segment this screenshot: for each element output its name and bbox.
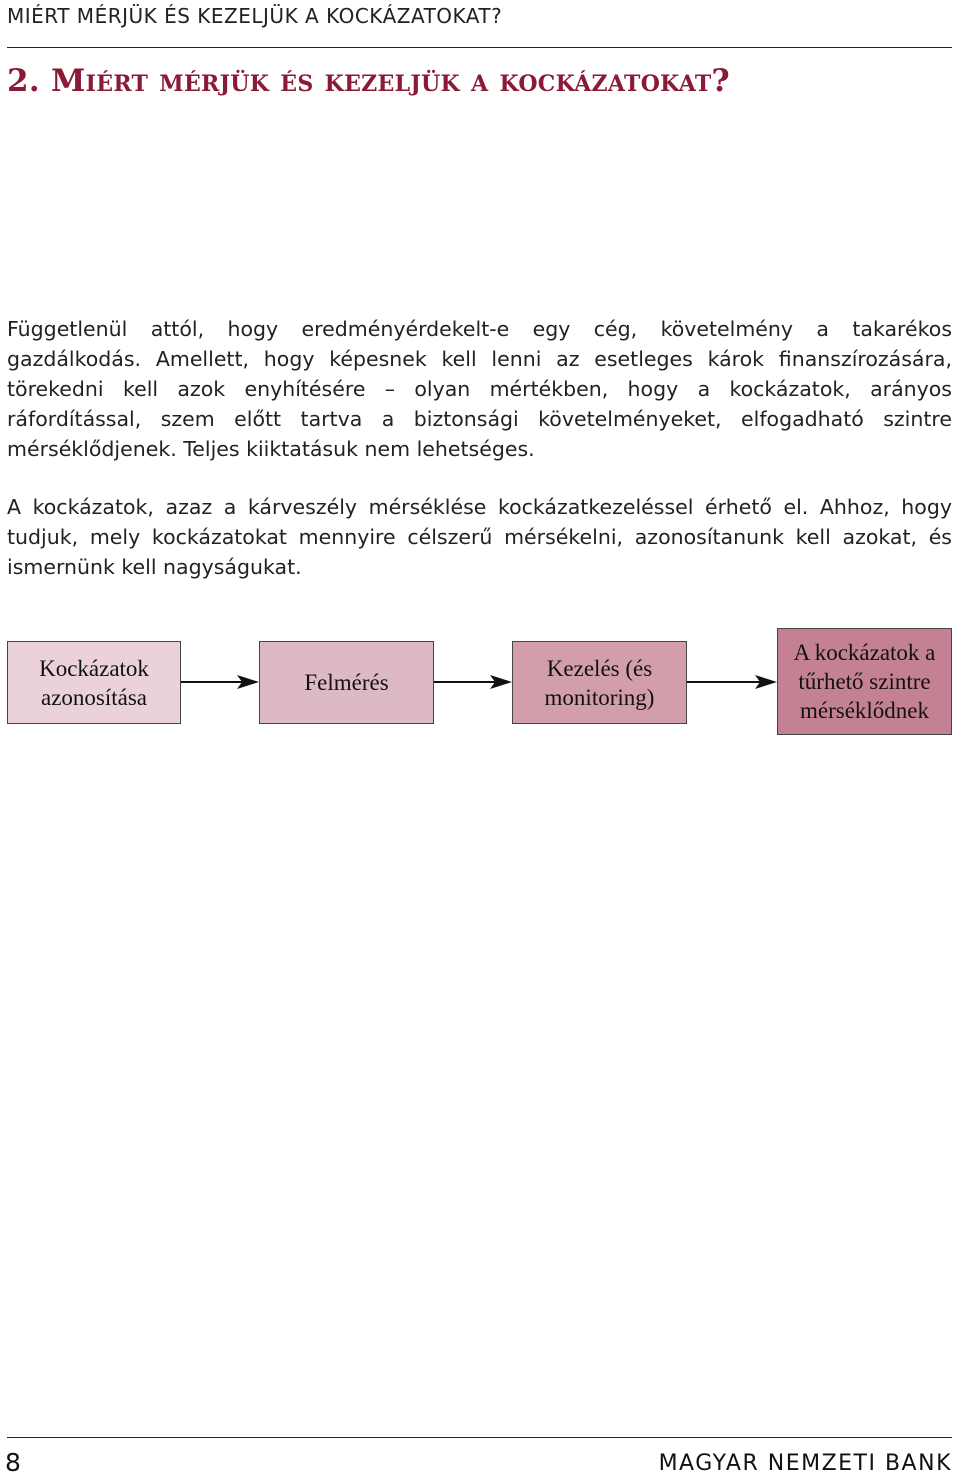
step-treatment-box (512, 641, 687, 724)
step-assessment-box (259, 641, 434, 724)
page-number: 8 (5, 1448, 21, 1477)
step-outcome-box (777, 628, 952, 735)
paragraph-2: A kockázatok, azaz a kárveszély mérséklése kockázatkezeléssel érhető el. Ahhoz, hogy tudjuk, mely kockázatokat mennyire célszerű mérsékelni, azonosítanunk kell azokat, és ismernünk kell nagyságukat. (7, 495, 952, 579)
risk-process-diagram (0, 620, 960, 750)
step-identification-box (7, 641, 181, 724)
chapter-title: 2. Miért mérjük és kezeljük a kockázatokat? (7, 63, 731, 99)
step-outcome-label: A kockázatok a tűrhető szintre mérséklődnek (793, 640, 936, 723)
running-header: MIÉRT MÉRJÜK ÉS KEZELJÜK A KOCKÁZATOKAT? (7, 4, 503, 28)
step-treatment-label: Kezelés (és monitoring) (544, 655, 655, 710)
publisher-name: MAGYAR NEMZETI BANK (658, 1451, 952, 1476)
header-rule (7, 47, 952, 48)
step-identification-label: Kockázatok azonosítása (39, 655, 149, 710)
paragraph-1: Függetlenül attól, hogy eredményérdekelt-e egy cég, követelmény a takarékos gazdálkodás. Amellett, hogy képesnek kell lenni az esetleges károk finanszírozására, törekedni kell azok enyhítésére – olyan mértékben, hogy a kockázatok, arányos ráfordítással, szem előtt tartva a biztonsági követelményeket, elfogadható szintre mérséklődjenek. Teljes kiiktatásuk nem lehetséges. (7, 317, 952, 461)
arrow-right-icon (181, 672, 261, 692)
step-assessment-label: Felmérés (304, 670, 389, 695)
arrow-right-icon (434, 672, 514, 692)
arrow-right-icon (687, 672, 779, 692)
footer-rule (7, 1437, 952, 1438)
